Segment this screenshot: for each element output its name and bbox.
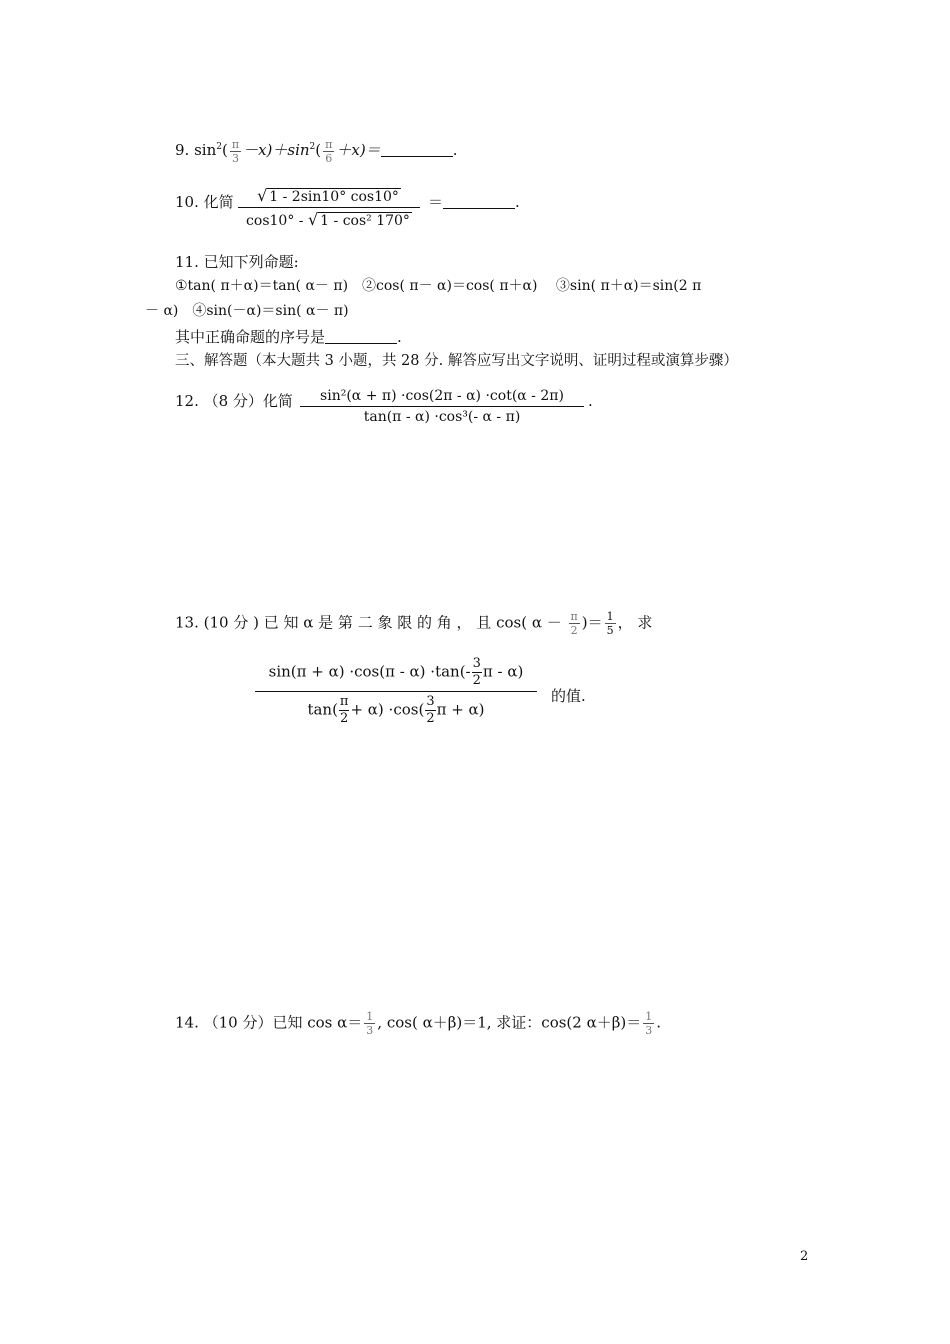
question-13: 13. (10 分 ) 已 知 α 是 第 二 象 限 的 角 ， 且 cos( α － $\frac{\pi}{2}$ )＝ $\frac{1}{5}$ ， 求 bbox=[175, 610, 653, 637]
q12-end: . bbox=[588, 392, 593, 410]
q13-fraction: sin(π + α) ·cos(π - α) ·tan(- $\frac{3}{2}$ π - α) tan( $\frac{\pi}{2}$ + α) ·cos( $\frac{3}{2}$ π + α) bbox=[255, 656, 537, 727]
q13-suffix: 的值. bbox=[551, 687, 586, 705]
answer-blank bbox=[381, 142, 453, 157]
question-11-line-1: ①tan( π＋α)＝tan( α－ π) ②cos( π－ α)＝cos( π＋α) ③sin( π＋α)＝sin(2 π bbox=[175, 278, 702, 294]
question-10 bbox=[175, 192, 234, 212]
q12-prefix: 12. （8 分）化简 bbox=[175, 392, 293, 410]
answer-blank bbox=[325, 329, 397, 344]
q10-prefix: 10. 化简 bbox=[175, 193, 234, 211]
q13-fraction-1-5: $\frac{1}{5}$ bbox=[606, 610, 614, 637]
section-3-heading: 三、解答题（本大题共 3 小题，共 28 分. 解答应写出文字说明、证明过程或演算步骤） bbox=[175, 353, 738, 369]
q10-answer: ＝ . bbox=[428, 193, 520, 211]
page-number: 2 bbox=[800, 1249, 809, 1264]
q9-fraction-2: $\frac{\pi}{6}$ bbox=[325, 137, 333, 165]
q10-fraction: √ 1 - 2sin10° cos10° cos10° - √ 1 - cos² 170° bbox=[238, 186, 420, 229]
question-11-line-3: 其中正确命题的序号是 . bbox=[175, 328, 402, 346]
q9-number: 9. bbox=[175, 141, 190, 159]
q12-fraction: sin²(α + π) ·cos(2π - α) ·cot(α - 2π) tan(π - α) ·cos³(- α - π) bbox=[300, 388, 584, 425]
question-12 bbox=[175, 391, 293, 411]
question-9: 9. $\sin^2$( $\frac{\pi}{3}$ $-x)+\sin^2$( $\frac{\pi}{6}$ ＋x)＝ . bbox=[175, 137, 458, 165]
q9-fraction-1: $\frac{\pi}{3}$ bbox=[231, 137, 240, 165]
question-14: 14. （10 分）已知 cos α＝ $\frac{1}{3}$ , cos( α＋β)＝1, 求证：cos(2 α＋β)＝ $\frac{1}{3}$ . bbox=[175, 1010, 662, 1037]
q14-fraction-2: $\frac{1}{3}$ bbox=[645, 1010, 653, 1037]
answer-blank bbox=[443, 194, 515, 209]
question-11-title: 11. 已知下列命题: bbox=[175, 253, 299, 271]
question-11-line-2: － α) ④sin(－α)＝sin( α－ π) bbox=[145, 303, 349, 319]
q14-fraction-1: $\frac{1}{3}$ bbox=[366, 1010, 374, 1037]
q13-fraction-pi-2: $\frac{\pi}{2}$ bbox=[570, 610, 578, 637]
